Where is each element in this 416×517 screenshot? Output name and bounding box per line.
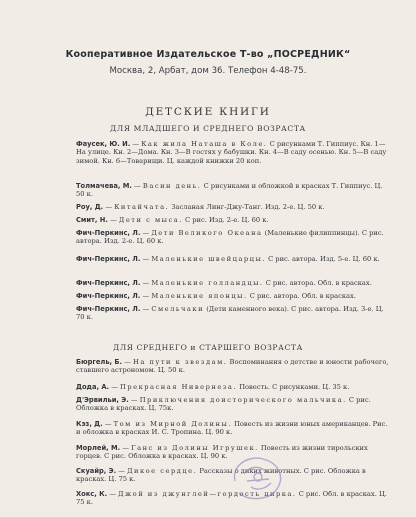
book-entry: Фич-Перкинс, Л. — Дети Великого Океана (Маленькие филиппинцы). С рис. автора. Изд. 2-е. Ц. 60 к. xyxy=(76,229,384,246)
book-entry: Смит, Н. — Дети с мыса. С рис. Изд. 2-е. Ц. 60 к. xyxy=(76,216,269,224)
book-author: Фич-Перкинс, Л. xyxy=(76,255,141,263)
book-author: Морлей, М. xyxy=(76,444,121,452)
book-title: Маленькие японцы. xyxy=(151,292,248,300)
book-author: Смит, Н. xyxy=(76,216,108,224)
book-entry: Фич-Перкинс, Л. — Смельчаки (Дети каменного века). С рис. автора. Изд. 3-е. Ц. 70 к. xyxy=(76,305,384,322)
book-title: Смельчаки xyxy=(151,305,205,313)
book-entry: Фич-Перкинс, Л. — Маленькие японцы. С рис. автора. Обл. в красках. xyxy=(76,292,356,300)
book-author: Фич-Перкинс, Л. xyxy=(76,229,141,237)
book-author: Фич-Перкинс, Л. xyxy=(76,279,141,287)
book-title: Дикое сердце. xyxy=(127,467,198,475)
book-title: Как жила Наташа в Коле. xyxy=(141,140,268,148)
book-author: Скуайр, Э. xyxy=(76,467,117,475)
book-entry: Морлей, М. — Ганс из Долины Игрушек. Повесть из жизни тирольских горцев. С рис. Обложка в красках. Ц. 90 к. xyxy=(76,444,368,461)
book-title: Ганс из Долины Игрушек. xyxy=(131,444,259,452)
book-entry: Хокс, К. — Джой из джунглей—гордость цирка. С рис. Обл. в красках. Ц. 75 к. xyxy=(76,490,387,507)
publisher-address: Москва, 2, Арбат, дом 36. Телефон 4-48-75. xyxy=(109,66,307,76)
library-stamp-icon xyxy=(225,451,291,503)
book-title: Прекрасная Нивернеза. xyxy=(120,383,238,391)
book-entry: Д'Эрвильи, Э. — Приключения доисторического мальчика. С рис. Обложка в красках. Ц. 75к. xyxy=(76,396,371,413)
book-entry: Бюргель, Б. — На пути к звездам. Воспоминания о детстве и юности рабочего, ставшего астрономом. Ц. 50 к. xyxy=(76,358,389,375)
book-author: Дода, А. xyxy=(76,383,110,391)
book-details: С рис. автора. Обл. в красках. xyxy=(265,279,372,287)
book-details: Рассказы о диких животных. С рис. Обложка в красках. Ц. 75 к. xyxy=(76,467,366,484)
book-entry: Дода, А. — Прекрасная Нивернеза. Повесть. С рисунками. Ц. 35 к. xyxy=(76,383,350,391)
publisher-name: Кооперативное Издательское Т-во „ПОСРЕДНИК“ xyxy=(65,49,351,60)
book-title: Том из Мирной Долины. xyxy=(113,420,232,428)
book-details: С рис. Обл. в красках. Ц. 75 к. xyxy=(76,490,387,507)
book-author: Толмачева, М. xyxy=(76,182,132,190)
book-entry: Кэз, Д. — Том из Мирной Долины. Повесть из жизни юных американцев. Рис. и обложка в красках И. С. Тропина. Ц. 90 к. xyxy=(76,420,388,437)
book-details: Засланая Линг-Джу-Танг. Изд. 2-е. Ц. 50 к. xyxy=(171,203,325,211)
book-title: Васин день. xyxy=(142,182,202,190)
book-title: Китайчата. xyxy=(114,203,170,211)
book-title: На пути к звездам. xyxy=(133,358,228,366)
book-title: Джой из джунглей—гордость цирка. xyxy=(118,490,297,498)
book-author: Хокс, К. xyxy=(76,490,108,498)
book-author: Роу, Д. xyxy=(76,203,104,211)
book-details: Воспоминания о детстве и юности рабочего, ставшего астрономом. Ц. 50 к. xyxy=(76,358,389,375)
book-author: Бюргель, Б. xyxy=(76,358,123,366)
book-entry: Фич-Перкинс, Л. — Маленькие голландцы. С рис. автора. Обл. в красках. xyxy=(76,279,372,287)
book-details: С рис. Обложка в красках. Ц. 75к. xyxy=(76,396,371,413)
book-entry: Толмачева, М. — Васин день. С рисунками и обложкой в красках Т. Гиппиус. Ц. 50 к. xyxy=(76,182,383,199)
book-title: Маленькие голландцы. xyxy=(151,279,264,287)
book-title: Маленькие швейцарцы. xyxy=(151,255,266,263)
book-title: Дети с мыса. xyxy=(118,216,183,224)
book-details: С рисунками и обложкой в красках Т. Гиппиус. Ц. 50 к. xyxy=(76,182,383,199)
book-author: Фич-Перкинс, Л. xyxy=(76,305,141,313)
book-title: Дети Великого Океана xyxy=(151,229,263,237)
book-author: Фич-Перкинс, Л. xyxy=(76,292,141,300)
book-entry: Фаусек, Ю. И. — Как жила Наташа в Коле. С рисунками Т. Гиппиус. Кн. 1—На улице. Кн. 2—Дома. Кн. 3—В гостях у бабушки. Кн. 4—В саду осенью. Кн. 5—В саду зимой. Кн. 6—Товарищи. Ц. каждой книжки 20 коп. xyxy=(76,140,387,165)
book-author: Фаусек, Ю. И. xyxy=(76,140,131,148)
book-entry: Фич-Перкинс, Л. — Маленькие швейцарцы. С рис. автора. Изд. 5-е. Ц. 60 к. xyxy=(76,255,380,263)
book-details: (Маленькие филиппинцы). С рис. автора. Изд. 2-е. Ц. 60 к. xyxy=(76,229,384,246)
book-details: С рис. автора. Изд. 5-е. Ц. 60 к. xyxy=(268,255,380,263)
older-age-heading: ДЛЯ СРЕДНЕГО и СТАРШЕГО ВОЗРАСТА xyxy=(113,343,303,352)
book-details: Повесть из жизни тирольских горцев. С рис. Обложка в красках. Ц. 90 к. xyxy=(76,444,368,461)
book-entry: Скуайр, Э. — Дикое сердце. Рассказы о диких животных. С рис. Обложка в красках. Ц. 75 к. xyxy=(76,467,366,484)
book-author: Д'Эрвильи, Э. xyxy=(76,396,129,404)
young-age-heading: ДЛЯ МЛАДШЕГО И СРЕДНЕГО ВОЗРАСТА xyxy=(110,124,306,133)
book-entry: Роу, Д. — Китайчата. Засланая Линг-Джу-Танг. Изд. 2-е. Ц. 50 к. xyxy=(76,203,325,211)
book-details: Повесть из жизни юных американцев. Рис. и обложка в красках И. С. Тропина. Ц. 90 к. xyxy=(76,420,388,437)
book-details: С рис. Изд. 2-е. Ц. 60 к. xyxy=(184,216,269,224)
book-details: С рис. автора. Обл. в красках. xyxy=(249,292,356,300)
book-title: Приключения доисторического мальчика. xyxy=(139,396,347,404)
book-details: С рисунками Т. Гиппиус. Кн. 1—На улице. Кн. 2—Дома. Кн. 3—В гостях у бабушки. Кн. 4—В саду осенью. Кн. 5—В саду зимой. Кн. 6—Товарищи. Ц. каждой книжки 20 коп. xyxy=(76,140,387,165)
page-title: ДЕТСКИЕ КНИГИ xyxy=(145,106,271,118)
book-author: Кэз, Д. xyxy=(76,420,103,428)
book-details: Повесть. С рисунками. Ц. 35 к. xyxy=(239,383,350,391)
book-details: (Дети каменного века). С рис. автора. Изд. 3-е. Ц. 70 к. xyxy=(76,305,384,322)
